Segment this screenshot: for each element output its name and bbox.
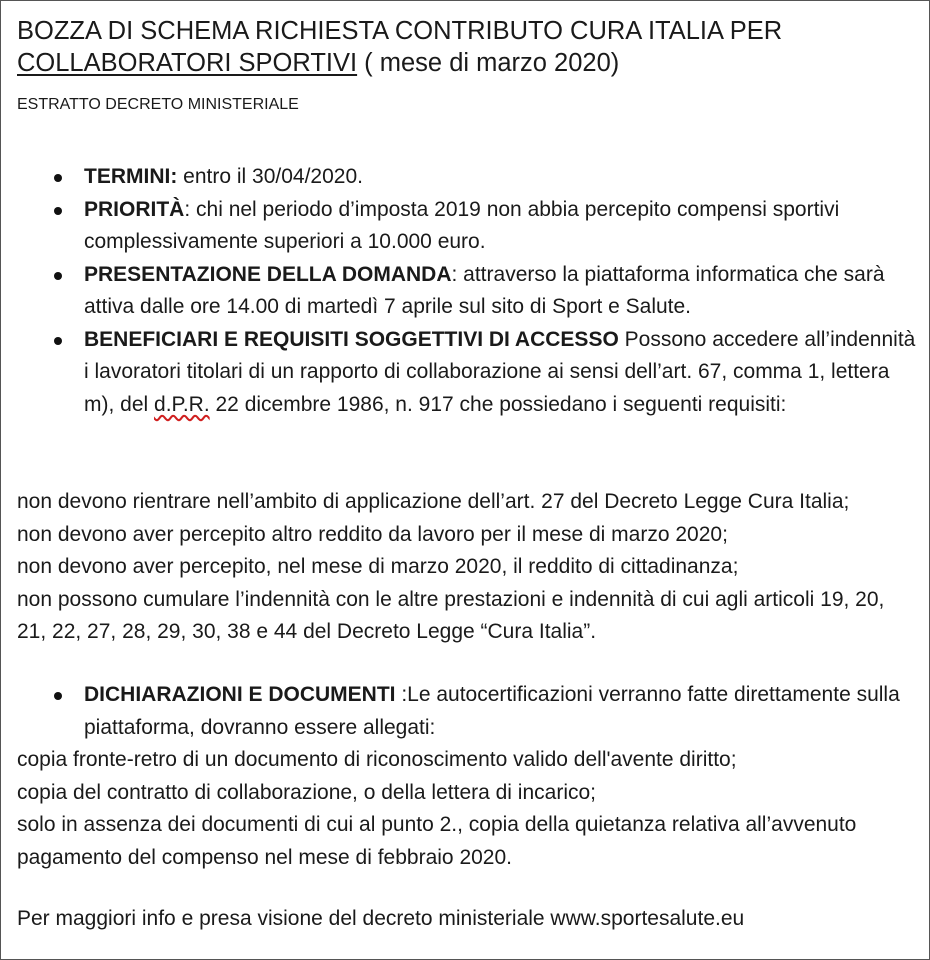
document-item [17,809,917,874]
bullet-item-beneficiari [17,324,917,422]
bullet-label: PRESENTAZIONE DELLA DOMANDA [84,262,452,286]
bullet-list [17,161,917,421]
bullet-label: BENEFICIARI E REQUISITI SOGGETTIVI DI ACCESSO [84,327,619,351]
requirements-list [17,486,917,649]
bullet-section-2 [17,679,917,744]
bullet-item-dichiarazioni [17,679,917,744]
bullet-label: DICHIARAZIONI E DOCUMENTI [84,683,396,706]
title-underlined: COLLABORATORI SPORTIVI [17,49,358,77]
footer-text: Per maggiori info e presa visione del decreto ministeriale www.sportesalute.eu [17,907,745,930]
bullet-icon [54,692,62,700]
bullet-text: : attraverso la piattaforma informatica che sarà attiva dalle ore 14.00 di martedì 7 aprile sul sito di Sport e Salute. [84,262,885,318]
bullet-text: : chi nel periodo d’imposta 2019 non abbia percepito compensi sportivi complessivamente superiori a 10.000 euro. [84,197,840,253]
bullet-text: entro il 30/04/2020. [177,165,363,188]
bullet-text: :Le autocertificazioni verranno fatte direttamente sulla piattaforma, dovranno essere allegati: [84,683,900,739]
bullet-icon [54,174,62,182]
bullet-section-1 [17,161,917,421]
bullet-item-priorita [17,194,917,259]
bullet-text: 22 dicembre 1986, n. 917 che possiedano i seguenti requisiti: [209,392,787,416]
title-line-1: BOZZA DI SCHEMA RICHIESTA CONTRIBUTO CURA ITALIA PER [17,17,783,45]
title-line-2 [17,47,907,79]
requirement-item: non devono rientrare nell’ambito di applicazione dell’art. 27 del Decreto Legge Cura Italia; [17,490,850,513]
title-rest: ( mese di marzo 2020) [357,49,620,77]
subtitle: ESTRATTO DECRETO MINISTERIALE [17,96,299,113]
page-title [17,15,907,79]
bullet-item-presentazione [17,259,917,324]
spellcheck-flagged-word: d.P.R. [154,392,210,416]
documents-list [17,744,917,874]
bullet-label: PRIORITÀ [84,197,185,221]
bullet-label: TERMINI: [84,165,178,188]
bullet-icon [54,207,62,215]
document-item-text: solo in assenza dei documenti di cui al punto 2., copia della quietanza relativa all’avvenuto pagamento del compenso nel mese di febbraio 2020. [17,813,857,869]
requirement-item: non devono aver percepito, nel mese di marzo 2020, il reddito di cittadinanza; [17,555,739,578]
bullet-list [17,679,917,744]
footer-note [17,903,917,936]
bullet-text: Possono accedere all’indennità i lavoratori titolari di un rapporto di collaborazione ai sensi dell’art. 67, comma 1, lettera m), del [84,327,916,416]
document-item: copia fronte-retro di un documento di riconoscimento valido dell'avente diritto; [17,748,737,771]
bullet-icon [54,337,62,345]
requirement-item: non devono aver percepito altro reddito da lavoro per il mese di marzo 2020; [17,522,728,546]
document-item: copia del contratto di collaborazione, o della lettera di incarico; [17,780,597,804]
requirement-item: non possono cumulare l’indennità con le altre prestazioni e indennità di cui agli articoli 19, 20, 21, 22, 27, 28, 29, 30, 38 e 44 del Decreto Legge “Cura Italia”. [17,587,885,643]
bullet-item-termini [17,161,917,194]
bullet-icon [54,272,62,280]
